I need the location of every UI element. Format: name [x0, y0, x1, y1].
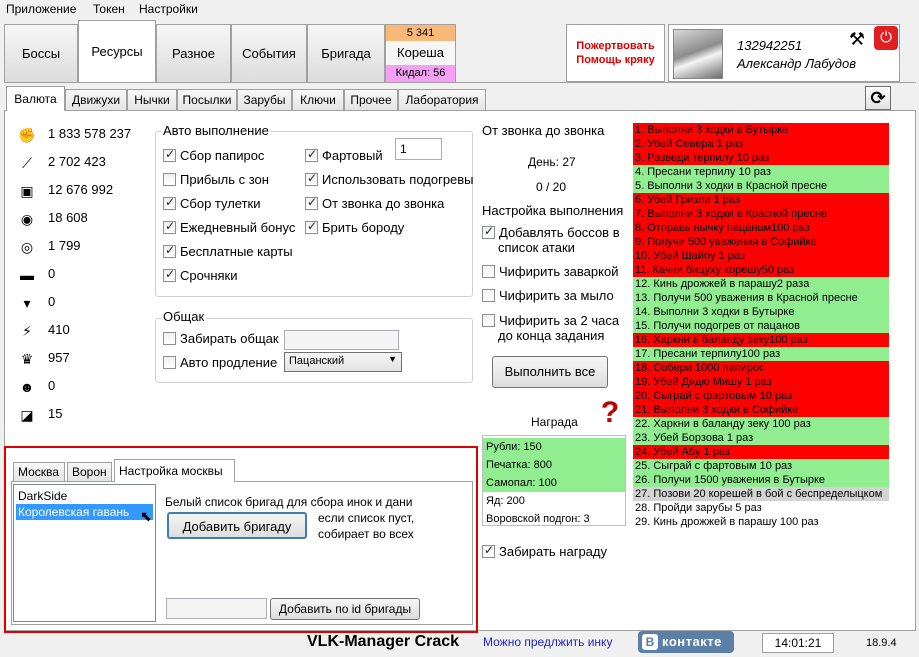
vk-label: контакте [662, 634, 722, 649]
trophy-icon: ♛ [20, 351, 34, 367]
auto-checkbox[interactable] [163, 243, 293, 259]
checkbox-label: Чифирить за 2 часа [499, 313, 620, 329]
face-icon: ☻ [19, 379, 35, 395]
koresha-label: Кореша [397, 45, 444, 60]
take-reward-checkbox[interactable] [482, 543, 607, 559]
checkbox-label: Сбор тулетки [180, 196, 261, 212]
resource-value: 1 799 [48, 238, 81, 253]
refresh-icon[interactable]: ⟳ [865, 86, 891, 110]
checkbox-box[interactable] [305, 221, 318, 234]
quest-item: 15. Получи подогрев от пацанов [633, 319, 889, 333]
donate-button[interactable] [566, 24, 665, 82]
mouse-cursor-icon: ⬉ [140, 508, 152, 524]
beer-icon: ◪ [20, 407, 34, 423]
auto-checkbox[interactable] [305, 219, 404, 235]
glass-icon: ▾ [23, 295, 31, 311]
checkbox-box[interactable] [163, 356, 176, 369]
obshak-group [155, 318, 473, 383]
checkbox-label: Ежедневный бонус [180, 220, 296, 236]
auto-checkbox[interactable] [163, 147, 264, 163]
tab-keys[interactable]: Ключи [292, 89, 344, 110]
checkbox-label: Чифирить заваркой [499, 264, 619, 280]
reward-item: Рубли: 150 [483, 438, 625, 456]
auto-checkbox[interactable] [305, 195, 444, 211]
tab-events[interactable] [231, 24, 307, 82]
question-icon[interactable]: ? [600, 396, 620, 429]
koresha-count: 5 341 [386, 25, 455, 41]
checkbox-box[interactable] [163, 221, 176, 234]
tab-other[interactable]: Прочее [344, 89, 398, 110]
checkbox-label: Добавлять боссов в [499, 225, 620, 241]
checkbox-box[interactable] [305, 149, 318, 162]
obshak-input[interactable] [284, 330, 399, 350]
tab-label: События [242, 46, 296, 61]
tab-dvizhuhi[interactable]: Движухи [65, 89, 127, 110]
quest-item: 22. Харкни в баланду зеку 100 раз [633, 417, 889, 431]
checkbox-label: Забирать общак [180, 331, 279, 347]
quest-item: 13. Получи 500 уважения в Красной пресне [633, 291, 889, 305]
donate-line1: Пожертвовать [576, 40, 655, 52]
zvonok-day: День: 27 [528, 155, 576, 169]
brigade-desc-line1: Белый список бригад для сбора инок и дани [165, 495, 413, 509]
app-title: VLK-Manager Crack [307, 633, 460, 650]
coin-icon: ◉ [20, 211, 34, 227]
brigade-item[interactable]: Королевская гавань [16, 504, 153, 520]
checkbox-box[interactable] [482, 314, 495, 327]
tools-icon[interactable]: ⚒ [848, 29, 866, 49]
chevron-down-icon: ▼ [388, 354, 397, 364]
auto-checkbox[interactable] [305, 171, 474, 187]
checkbox-label: Прибыль с зон [180, 172, 269, 188]
quest-item: 18. Собери 1000 папирос [633, 361, 889, 375]
quest-item: 28. Пройди зарубы 5 раз [633, 501, 889, 515]
tab-moscow-settings[interactable]: Настройка москвы [114, 459, 235, 482]
version: 18.9.4 [866, 637, 897, 649]
tab-zaruby[interactable]: Зарубы [237, 89, 292, 110]
quest-item: 27. Позови 20 корешей в бой с беспределыцком [633, 487, 889, 501]
knife-icon: ⟋ [22, 155, 32, 171]
quest-item: 24. Убей Абу 1 раз [633, 445, 889, 459]
quest-item: 26. Получи 1500 уважения в Бутырке [633, 473, 889, 487]
quest-item: 16. Харкни в баланду зеку100 раз [633, 333, 889, 347]
checkbox-label: Чифирить за мыло [499, 288, 614, 304]
checkbox-label-line2: список атаки [498, 240, 575, 256]
quest-item: 21. Выполни 3 ходки в Софийке [633, 403, 889, 417]
user-id: 132942251 [737, 38, 803, 53]
reward-box [482, 435, 626, 526]
tab-label: Боссы [21, 46, 61, 61]
reward-item: Яд: 200 [486, 495, 525, 507]
quest-item: 19. Убей Дядю Мишу 1 раз [633, 375, 889, 389]
add-by-id-button[interactable]: Добавить по id бригады [270, 598, 420, 620]
auto-checkbox[interactable] [163, 195, 261, 211]
power-icon[interactable]: ⏻ [874, 26, 898, 50]
checkbox-label: Забирать награду [499, 544, 607, 560]
checkbox-box[interactable] [163, 173, 176, 186]
resource-value: 15 [48, 406, 63, 421]
resource-value: 0 [48, 378, 56, 393]
vk-button[interactable] [638, 631, 734, 653]
auto-checkbox[interactable] [163, 219, 295, 235]
obshak-group-title: Общак [163, 309, 205, 324]
reward-item: Самопал: 100 [483, 474, 625, 492]
resource-value: 18 608 [48, 210, 88, 225]
kidal-count: Кидал: 56 [386, 65, 455, 82]
checkbox-box[interactable] [305, 173, 318, 186]
lightning-icon: ⚡ [22, 323, 32, 339]
auto-checkbox[interactable] [305, 147, 383, 163]
quest-item: 2. Убей Севера 1 раз [633, 137, 889, 151]
quest-item: 9. Получи 500 уважения в Софийке [633, 235, 889, 249]
zvonok-option-checkbox[interactable] [482, 263, 618, 279]
quest-item: 20. Сыграй с фартовым 10 раз [633, 389, 889, 403]
tab-label: Бригада [321, 46, 371, 61]
avatar [673, 29, 723, 79]
zvonok-title: От звонка до звонка [482, 123, 605, 138]
tab-brigade[interactable] [307, 24, 385, 82]
zvonok-option-checkbox[interactable] [482, 224, 620, 255]
menu-bar [0, 0, 919, 20]
quest-item: 1. Выполни 3 ходки в Бутырке [633, 123, 889, 137]
checkbox-box[interactable] [163, 332, 176, 345]
obshak-auto-checkbox[interactable] [163, 354, 277, 370]
auto-checkbox[interactable] [163, 171, 269, 187]
brigade-item[interactable]: DarkSide [18, 489, 68, 503]
resource-value: 12 676 992 [48, 182, 114, 197]
add-brigade-button[interactable]: Добавить бригаду [167, 512, 307, 539]
menu-settings[interactable]: Настройки [139, 2, 198, 16]
checkbox-label: Бесплатные карты [180, 244, 293, 260]
checkbox-label: От звонка до звонка [322, 196, 445, 212]
quest-list [633, 123, 889, 529]
brigade-desc-line3: собирает во всех [318, 527, 414, 541]
gold-bar-icon: ▬ [20, 267, 34, 283]
checkbox-box[interactable] [163, 149, 176, 162]
paper-roll-icon: ◎ [20, 239, 34, 255]
dropdown-value: Пацанский [289, 355, 345, 367]
quest-item: 4. Пресани терпилу 10 раз [633, 165, 889, 179]
zvonok-progress: 0 / 20 [536, 180, 567, 194]
checkbox-box[interactable] [482, 289, 495, 302]
highlight-frame [4, 446, 478, 633]
checkbox-label: Фартовый [322, 148, 383, 164]
tab-divider [4, 82, 916, 83]
quest-item: 25. Сыграй с фартовым 10 раз [633, 459, 889, 473]
tab-moscow[interactable]: Москва [13, 462, 65, 481]
resource-value: 0 [48, 294, 56, 309]
checkbox-box[interactable] [163, 197, 176, 210]
quest-item: 6. Убей Гризли 1 раз [633, 193, 889, 207]
checkbox-box[interactable] [305, 197, 318, 210]
fist-icon: ✊ [18, 127, 36, 143]
checkbox-box[interactable] [163, 269, 176, 282]
resource-value: 2 702 423 [48, 154, 106, 169]
quest-item: 14. Выполни 3 ходки в Бутырке [633, 305, 889, 319]
obshak-take-checkbox[interactable] [163, 330, 279, 346]
checkbox-label: Сбор папирос [180, 148, 265, 164]
reward-item: Печатка: 800 [483, 456, 625, 474]
quest-item: 5. Выполни 3 ходки в Красной пресне [633, 179, 889, 193]
tab-lab[interactable]: Лаборатория [398, 89, 486, 110]
quest-item: 8. Отправь нычку пацанам100 раз [633, 221, 889, 235]
checkbox-box[interactable] [482, 226, 495, 239]
zvonok-option-checkbox[interactable] [482, 287, 614, 303]
tab-voron[interactable]: Ворон [67, 462, 112, 481]
tab-posylki[interactable]: Посылки [177, 89, 237, 110]
fart-count-input[interactable] [395, 138, 442, 160]
auto-group-title: Авто выполнение [163, 123, 269, 138]
checkbox-label: Срочняки [180, 268, 238, 284]
suggest-link[interactable]: Можно предлжить инку [483, 635, 613, 649]
quest-item: 17. Пресани терпилу100 раз [633, 347, 889, 361]
menu-app[interactable]: Приложение [6, 2, 77, 16]
reward-item: Воровской подгон: 3 [486, 513, 590, 525]
checkbox-box[interactable] [482, 265, 495, 278]
checkbox-label: Брить бороду [322, 220, 405, 236]
checkbox-box[interactable] [163, 245, 176, 258]
resource-value: 410 [48, 322, 70, 337]
donate-line2: Помощь кряку [576, 54, 655, 66]
checkbox-box[interactable] [482, 545, 495, 558]
execute-all-button[interactable]: Выполнить все [492, 356, 608, 388]
brigade-desc-line2: если список пуст, [318, 511, 415, 525]
quest-item: 29. Кинь дрожжей в парашу 100 раз [633, 515, 889, 529]
tab-koresha[interactable] [385, 24, 456, 82]
tab-label: Разное [172, 46, 215, 61]
resource-value: 0 [48, 266, 56, 281]
tab-bosses[interactable] [4, 24, 78, 82]
tab-label: Ресурсы [91, 44, 143, 59]
checkbox-label: Использовать подогревы [322, 172, 474, 188]
box-icon: ▣ [20, 183, 34, 199]
tab-nychki[interactable]: Нычки [127, 89, 177, 110]
tab-currency[interactable]: Валюта [6, 86, 65, 111]
quest-item: 7. Выполни 3 ходки в Красной пресне [633, 207, 889, 221]
zvonok-settings-title: Настройка выполнения [482, 203, 624, 218]
checkbox-label: Авто продление [180, 355, 278, 371]
quest-item: 11. Качни бицуху корешу50 раз [633, 263, 889, 277]
quest-item: 12. Кинь дрожжей в парашу2 раза [633, 277, 889, 291]
resource-value: 957 [48, 350, 70, 365]
quest-item: 3. Разведи терпилу 10 раз [633, 151, 889, 165]
vk-logo-icon: В [642, 634, 658, 650]
menu-token[interactable]: Токен [93, 2, 125, 16]
reward-title: Награда [531, 415, 578, 429]
tab-misc[interactable] [156, 24, 231, 82]
user-name: Александр Лабудов [737, 56, 857, 71]
quest-item: 10. Убей Шайбу 1 раз [633, 249, 889, 263]
auto-checkbox[interactable] [163, 267, 238, 283]
resource-value: 1 833 578 237 [48, 126, 132, 141]
obshak-dropdown[interactable] [284, 352, 402, 372]
clock: 14:01:21 [762, 633, 834, 653]
zvonok-option-checkbox[interactable] [482, 312, 619, 343]
checkbox-label-line2: до конца задания [498, 328, 605, 344]
quest-item: 23. Убей Борзова 1 раз [633, 431, 889, 445]
tab-resources[interactable] [78, 20, 156, 82]
